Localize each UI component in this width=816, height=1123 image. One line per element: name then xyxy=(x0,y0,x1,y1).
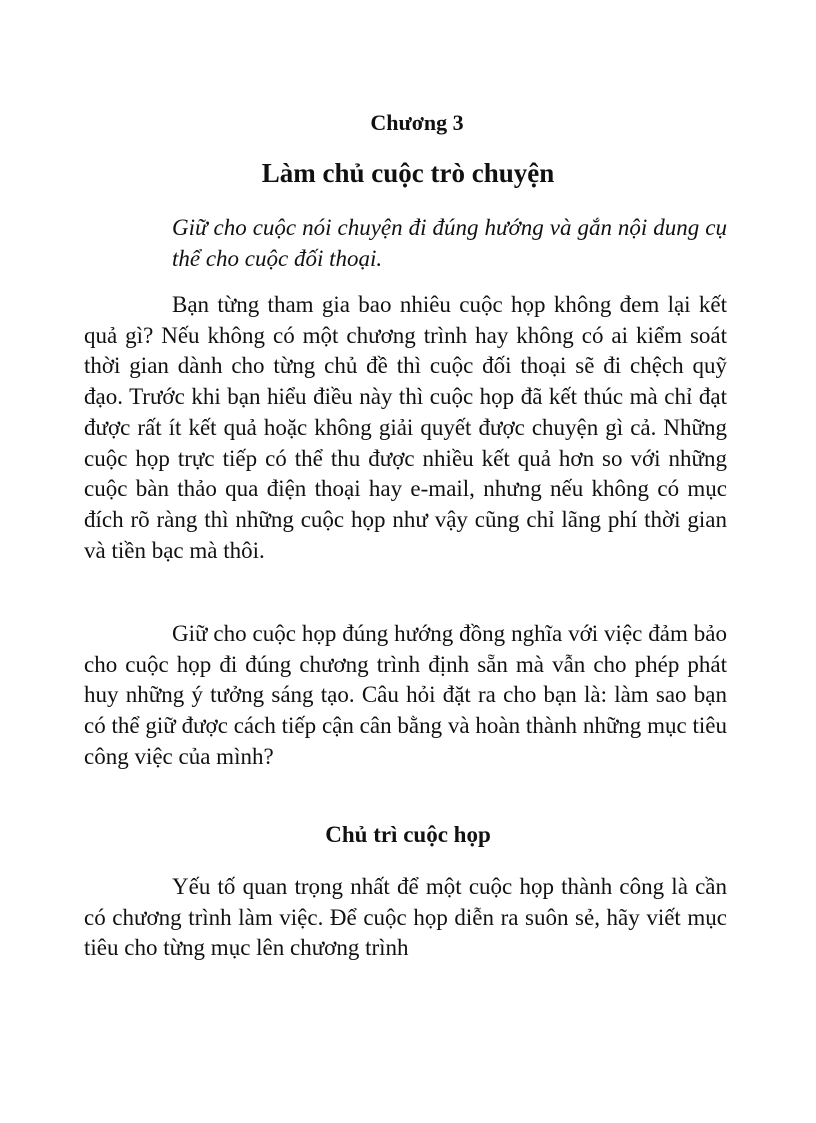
chapter-label-text: Chương 3 xyxy=(370,110,464,135)
section-paragraph: Yếu tố quan trọng nhất để một cuộc họp thành công là cần có chương trình làm việc. Để cuộc họp diễn ra suôn sẻ, hãy viết mục tiêu cho từng mục lên chương trình xyxy=(84,874,727,961)
section-heading-text: Chủ trì cuộc họp xyxy=(325,822,491,847)
chapter-epigraph: Giữ cho cuộc nói chuyện đi đúng hướng và gắn nội dung cụ thể cho cuộc đối thoại. xyxy=(172,215,727,271)
body-paragraph-2: Giữ cho cuộc họp đúng hướng đồng nghĩa với việc đảm bảo cho cuộc họp đi đúng chương trình định sẵn mà vẫn cho phép phát huy những ý tưởng sáng tạo. Câu hỏi đặt ra cho bạn là: làm sao bạn có thể giữ được cách tiếp cận cân bằng và hoàn thành những mục tiêu công việc của mình? xyxy=(84,621,727,769)
chapter-title xyxy=(0,158,816,189)
chapter-label xyxy=(0,110,816,136)
chapter-title-text: Làm chủ cuộc trò chuyện xyxy=(261,158,555,188)
section-heading xyxy=(0,822,816,848)
body-paragraph-1: Bạn từng tham gia bao nhiêu cuộc họp không đem lại kết quả gì? Nếu không có một chương trình hay không có ai kiểm soát thời gian dành cho từng chủ đề thì cuộc đối thoại sẽ đi chệch quỹ đạo. Trước khi bạn hiểu điều này thì cuộc họp đã kết thúc mà chỉ đạt được rất ít kết quả hoặc không giải quyết được chuyện gì cả. Những cuộc họp trực tiếp có thể thu được nhiều kết quả hơn so với những cuộc bàn thảo qua điện thoại hay e-mail, nhưng nếu không có mục đích rõ ràng thì những cuộc họp như vậy cũng chỉ lãng phí thời gian và tiền bạc mà thôi. xyxy=(84,292,727,563)
